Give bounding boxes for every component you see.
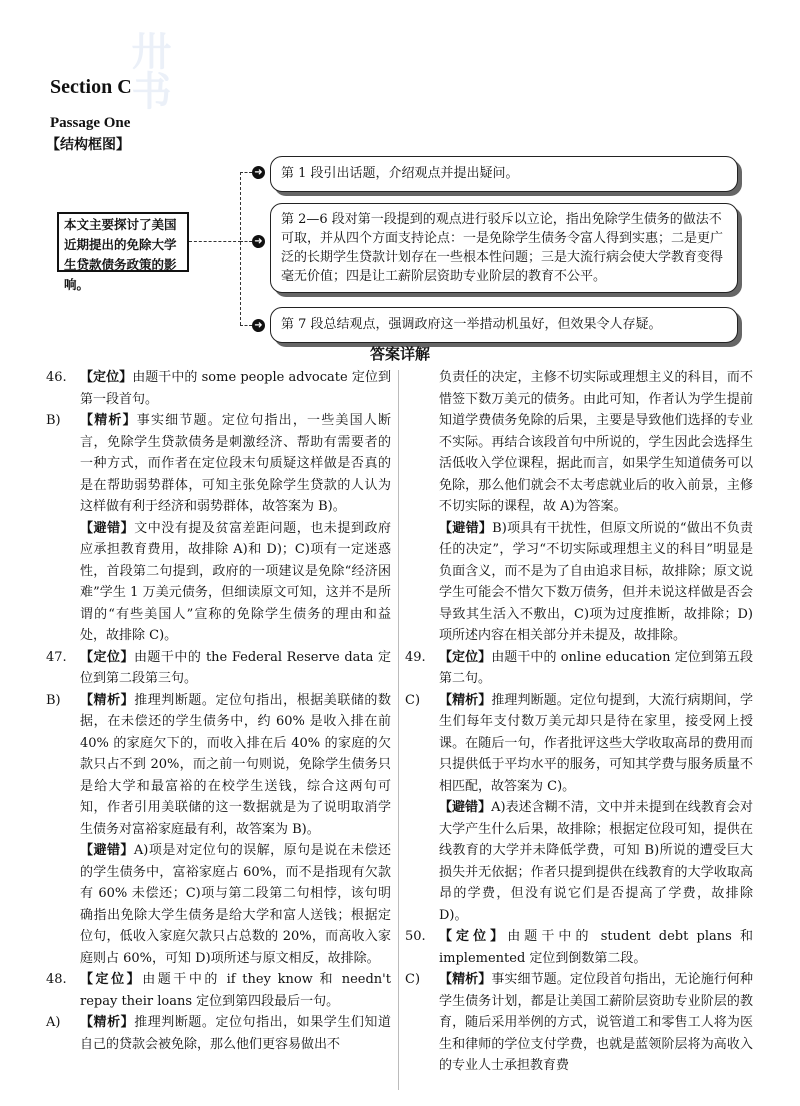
q49-analysis — [405, 690, 753, 798]
locate-text: 由题干中的 some people advocate 定位到第一段首句。 — [80, 370, 391, 407]
q48-locate — [46, 969, 391, 1012]
error-text: A)项是对定位句的误解，原句是说在未偿还的学生债务中，富裕家庭占 60%，而不是指现有欠款有 60% 未偿还；C)项与第二段第二句相悖，该句明确指出免除大学生债务是给大学和富人送钱；根据定位句，低收入家庭欠款只占总数的 20%，而高收入家庭则占 60%，可知 D)项所述与原文相反，故排除。 — [80, 843, 391, 966]
locate-tag: 【定位】 — [80, 972, 143, 987]
error-tag: 【避错】 — [80, 520, 135, 536]
connector-bottom — [240, 325, 252, 326]
locate-tag: 【定位】 — [80, 649, 134, 665]
q50-locate — [405, 926, 753, 969]
answer-letter: A) — [46, 1015, 61, 1030]
column-divider — [398, 370, 399, 1090]
connector-mid — [240, 241, 252, 242]
locate-tag: 【定位】 — [439, 649, 492, 665]
q47-locate — [46, 647, 391, 690]
analysis-text: 负责任的决定，主修不切实际或理想主义的科目，而不惜签下数万美元的债务。由此可知，作者认为学生提前知道学费债务免除的后果，主要是导致他们选择的专业不实际。再结合该段首句中所说的，学生因此会选择生活低收入学位课程，据此而言，如果学生知道债务可以免除，那么他们就会不太考虑就业后的收入前景，主修不切实际的课程，故 A)为答案。 — [439, 370, 753, 514]
arrow-icon: ➜ — [252, 235, 265, 248]
arrow-icon: ➜ — [252, 166, 265, 179]
analysis-tag: 【精析】 — [439, 692, 492, 708]
locate-text: 由题干中的 if they know 和 needn't repay their loans 定位到第四段最后一句。 — [80, 972, 391, 1009]
analysis-text: 推理判断题。定位句指出，如果学生们知道自己的贷款会被免除，那么他们更容易做出不 — [80, 1015, 391, 1052]
analysis-tag: 【精析】 — [439, 972, 492, 987]
summary-box: 本文主要探讨了美国近期提出的免除大学生贷款债务政策的影响。 — [57, 212, 189, 272]
connector-vertical — [240, 172, 241, 325]
connector-main — [189, 241, 241, 242]
answer-letter: B) — [46, 413, 61, 428]
answer-letter: C) — [405, 692, 421, 708]
question-number: 50. — [405, 929, 426, 944]
passage-heading: Passage One — [50, 115, 131, 131]
analysis-tag: 【精析】 — [80, 692, 135, 708]
right-column — [405, 367, 753, 1077]
q49-locate — [405, 647, 753, 690]
question-number: 48. — [46, 972, 67, 987]
arrow-icon: ➜ — [252, 319, 265, 332]
error-text: 文中没有提及贫富差距问题，也未提到政府应承担教育费用，故排除 A)和 D)；C)项有一定迷惑性，首段第二句提到，政府的一项建议是免除“经济困难”学生 1 万美元债务，但细读原文可知，这并不是所谓的“有些美国人”宣称的免除学生债务的理由和益处，故排除 C)。 — [80, 520, 391, 643]
analysis-text: 事实细节题。定位句指出，一些美国人断言，免除学生贷款债务是刺激经济、帮助有需要者的一种方式，而作者在定位段末句质疑这样做是否真的是在帮助弱势群体，可知主张免除学生贷款的人认为这样做有利于经济和弱势群体，故答案为 B)。 — [80, 413, 391, 514]
analysis-text: 推理判断题。定位句指出，根据美联储的数据，在未偿还的学生债务中，约 60% 是收入排在前 40% 的家庭欠下的，而收入排在后 40% 的家庭的欠款只占不到 20%，而之前一句则说，免除学生债务只是给大学和最富裕的在校学生送钱，综合这两句可知，作者引用美联储的这一数据就是为了说明取消学生债务对富裕家庭最有利，故答案为 B)。 — [80, 692, 391, 837]
analysis-tag: 【精析】 — [80, 413, 137, 428]
section-heading: Section C — [50, 76, 132, 98]
locate-text: 由题干中的 student debt plans 和 implemented 定位到倒数第二段。 — [439, 929, 753, 966]
error-tag: 【避错】 — [80, 843, 134, 858]
error-text: A)表述含糊不清，文中并未提到在线教育会对大学产生什么后果，故排除；根据定位段可知，提供在线教育的大学并未降低学费，可知 B)所说的遭受巨大损失并无依据；作者只提到提供在线教育的大学收取高昂的学费，但没有说它们是否提高了学费，故排除 D)。 — [439, 800, 753, 923]
question-number: 49. — [405, 649, 426, 665]
q46-error — [46, 518, 391, 647]
q48-analysis — [46, 1012, 391, 1055]
question-number: 46. — [46, 370, 67, 385]
analysis-tag: 【精析】 — [80, 1015, 135, 1030]
error-tag: 【避错】 — [439, 520, 493, 536]
node-para1: 第 1 段引出话题，介绍观点并提出疑问。 — [270, 156, 738, 192]
locate-tag: 【定位】 — [80, 370, 133, 385]
q46-analysis — [46, 410, 391, 518]
answer-letter: C) — [405, 972, 421, 987]
q47-error — [46, 840, 391, 969]
q48-analysis-cont — [405, 367, 753, 518]
question-number: 47. — [46, 649, 67, 665]
left-column — [46, 367, 391, 1055]
frame-label: 【结构框图】 — [46, 137, 130, 153]
node-para2-6: 第 2—6 段对第一段提到的观点进行驳斥以立论，指出免除学生债务的做法不可取，并从四个方面支持论点：一是免除学生债务令富人得到实惠；二是更广泛的长期学生贷款计划存在一些根本性问题；三是大流行病会使大学教育变得毫无价值；四是让工薪阶层资助专业阶层的教育不公平。 — [270, 203, 738, 293]
q48-error — [405, 518, 753, 647]
watermark-stamp: 卅书 — [125, 30, 172, 110]
answers-title: 答案详解 — [369, 345, 430, 363]
error-text: B)项具有干扰性，但原文所说的“做出不负责任的决定”，学习“不切实际或理想主义的科目”明显是负面含义，而不是为了自由追求目标，故排除；原文说学生可能会不惜欠下数万债务，但并未说这样做是否会导致其生活入不敷出，C)项为过度推断，故排除；D)项所述内容在相关部分并未提及，故排除。 — [439, 520, 753, 643]
locate-text: 由题干中的 online education 定位到第五段第二句。 — [439, 649, 753, 686]
q50-analysis — [405, 969, 753, 1077]
q47-analysis — [46, 690, 391, 841]
analysis-text: 推理判断题。定位句提到，大流行病期间，学生们每年支付数万美元却只是待在家里，接受网上授课。在随后一句，作者批评这些大学收取高昂的费用而只提供低于平均水平的服务，可知其学费与服务质量不相匹配，故答案为 C)。 — [439, 692, 753, 794]
node-para7: 第 7 段总结观点，强调政府这一举措动机虽好，但效果令人存疑。 — [270, 307, 738, 343]
answer-letter: B) — [46, 692, 61, 708]
connector-top — [240, 172, 252, 173]
q46-locate — [46, 367, 391, 410]
q49-error — [405, 797, 753, 926]
analysis-text: 事实细节题。定位段首句指出，无论施行何种学生债务计划，都是让美国工薪阶层资助专业阶层的教育，随后采用举例的方式，说管道工和零售工人将为医生和律师的学位支付学费，也就是蓝领阶层将为高收入的专业人士承担教育费 — [439, 972, 753, 1073]
locate-tag: 【定位】 — [439, 929, 508, 944]
locate-text: 由题干中的 the Federal Reserve data 定位到第二段第三句。 — [80, 649, 391, 686]
error-tag: 【避错】 — [439, 800, 492, 815]
